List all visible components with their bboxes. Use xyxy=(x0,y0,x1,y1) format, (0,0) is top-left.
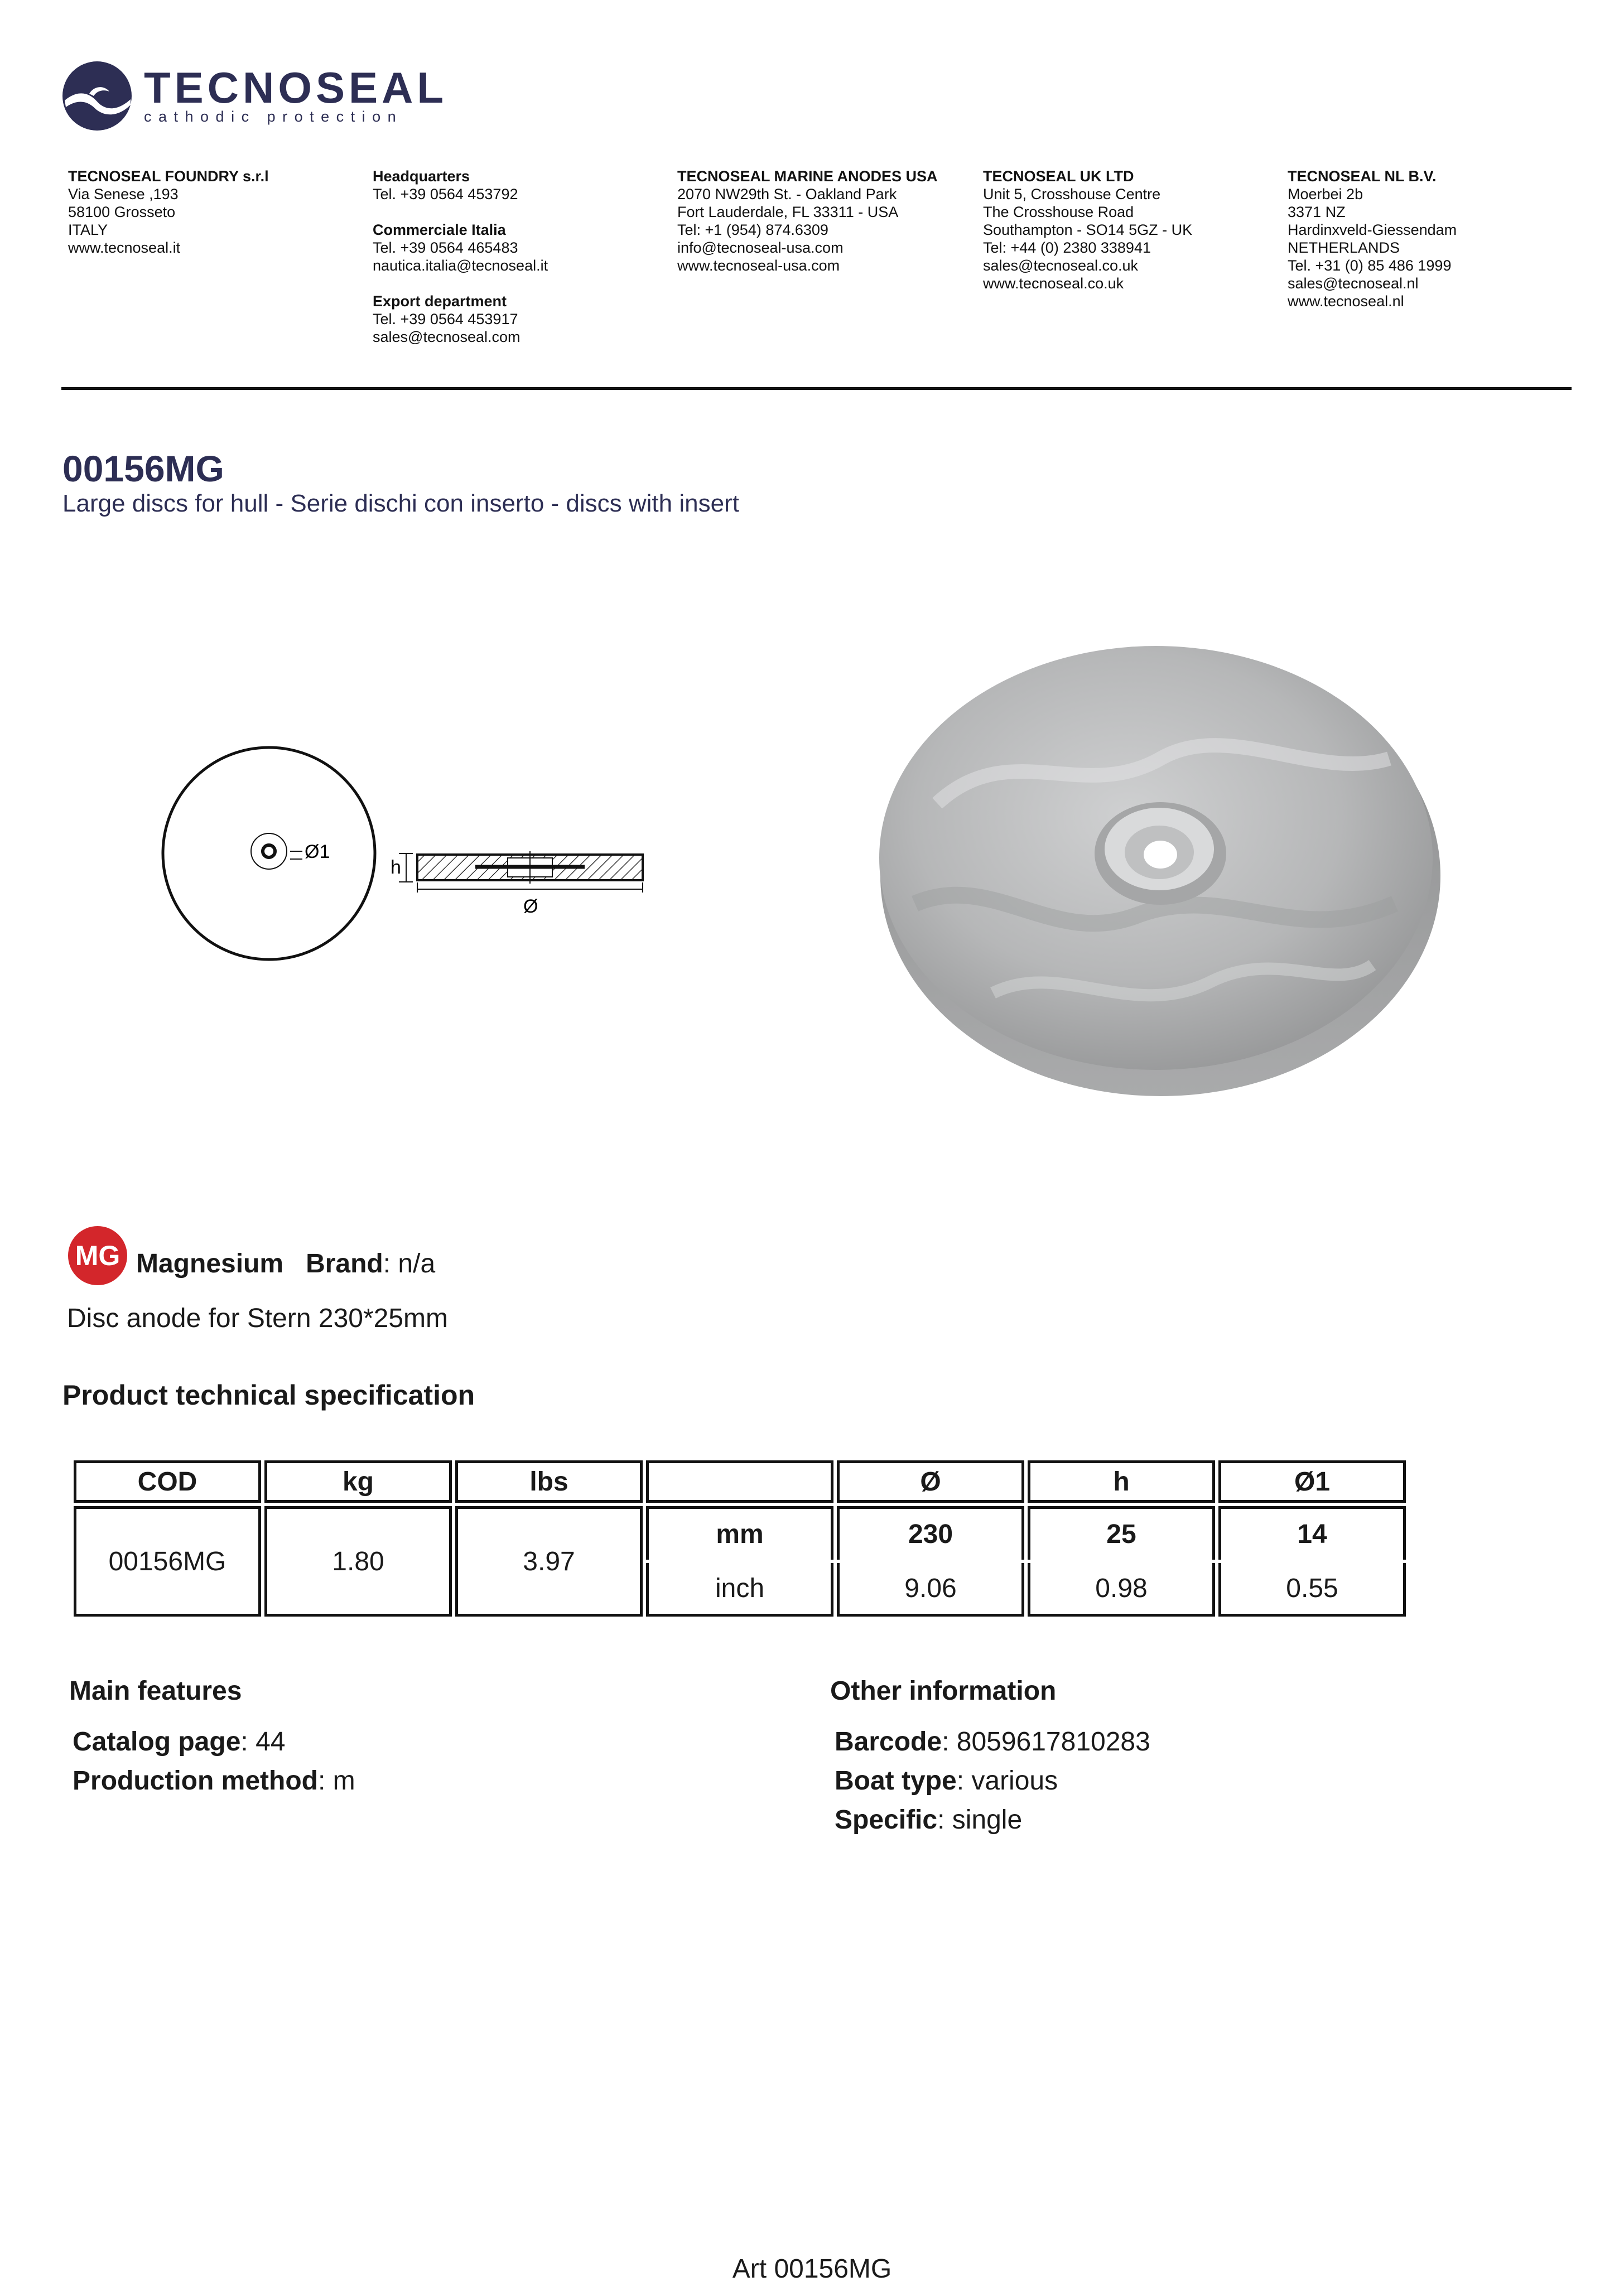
cell-unit-inch: inch xyxy=(646,1563,833,1617)
website-link[interactable]: www.tecnoseal.nl xyxy=(1288,293,1404,310)
address-nl xyxy=(1288,167,1457,310)
cell-height-mm: 25 xyxy=(1028,1506,1215,1560)
header-divider xyxy=(61,387,1572,390)
cell-diameter1-mm: 14 xyxy=(1218,1506,1406,1560)
header-unit xyxy=(646,1460,833,1503)
spec-header-row xyxy=(74,1460,1406,1503)
address-title: TECNOSEAL FOUNDRY s.r.l xyxy=(68,168,269,185)
header-lbs: lbs xyxy=(455,1460,643,1503)
barcode-line: Barcode: 8059617810283 xyxy=(835,1727,1150,1757)
cell-height-inch: 0.98 xyxy=(1028,1563,1215,1617)
phone-text: Tel: +44 (0) 2380 338941 xyxy=(983,239,1151,256)
cell-kg: 1.80 xyxy=(264,1506,452,1617)
address-usa xyxy=(677,167,938,274)
website-link[interactable]: www.tecnoseal-usa.com xyxy=(677,257,840,274)
phone-text: Tel: +1 (954) 874.6309 xyxy=(677,221,828,238)
cell-diameter1-inch: 0.55 xyxy=(1218,1563,1406,1617)
address-line: The Crosshouse Road xyxy=(983,204,1134,220)
dimension-d-label: Ø xyxy=(523,896,538,917)
brand-wordmark: TECNOSEAL xyxy=(144,63,448,112)
other-info-list xyxy=(835,1723,1150,1840)
header-cod: COD xyxy=(74,1460,261,1503)
spec-title: Product technical specification xyxy=(62,1379,475,1411)
product-subtitle: Large discs for hull - Serie dischi con inserto - discs with insert xyxy=(62,490,739,517)
footer-article: Art 00156MG xyxy=(732,2254,892,2284)
email-link[interactable]: sales@tecnoseal.co.uk xyxy=(983,257,1139,274)
website-link[interactable]: www.tecnoseal.co.uk xyxy=(983,275,1124,292)
tecnoseal-logo-icon xyxy=(61,60,133,132)
website-link[interactable]: www.tecnoseal.it xyxy=(68,239,181,256)
magnesium-badge-icon xyxy=(67,1225,128,1286)
address-line: Hardinxveld-Giessendam xyxy=(1288,221,1457,238)
address-subtitle: Export department xyxy=(373,293,507,310)
phone-text: Tel. +31 (0) 85 486 1999 xyxy=(1288,257,1452,274)
address-line: Southampton - SO14 5GZ - UK xyxy=(983,221,1193,238)
production-method-line: Production method: m xyxy=(73,1766,355,1796)
disc-top-view xyxy=(163,747,375,959)
product-photo xyxy=(870,636,1450,1104)
email-link[interactable]: sales@tecnoseal.com xyxy=(373,329,521,345)
main-features-title: Main features xyxy=(69,1676,242,1706)
cell-diameter-mm: 230 xyxy=(837,1506,1024,1560)
address-line: Via Senese ,193 xyxy=(68,186,179,202)
brand-label: Brand xyxy=(306,1249,383,1279)
spec-table xyxy=(70,1457,1409,1620)
dimension-d1-label: Ø1 xyxy=(305,841,330,862)
address-line: ITALY xyxy=(68,221,108,238)
address-subtitle: Commerciale Italia xyxy=(373,221,506,238)
address-title: TECNOSEAL UK LTD xyxy=(983,168,1134,185)
brand-value: : n/a xyxy=(383,1249,436,1279)
email-link[interactable]: nautica.italia@tecnoseal.it xyxy=(373,257,548,274)
dimension-h-label: h xyxy=(391,857,401,878)
address-line: 58100 Grosseto xyxy=(68,204,176,220)
other-info-title: Other information xyxy=(830,1676,1057,1706)
cell-cod: 00156MG xyxy=(74,1506,261,1617)
material-line xyxy=(136,1248,435,1279)
product-description: Disc anode for Stern 230*25mm xyxy=(67,1304,449,1333)
address-line: Fort Lauderdale, FL 33311 - USA xyxy=(677,204,899,220)
header-diameter1: Ø1 xyxy=(1218,1460,1406,1503)
address-title: TECNOSEAL NL B.V. xyxy=(1288,168,1437,185)
product-code: 00156MG xyxy=(62,448,224,489)
address-title: Headquarters xyxy=(373,168,470,185)
hole-outer xyxy=(251,833,287,869)
phone-text: Tel. +39 0564 453917 xyxy=(373,311,518,327)
address-uk xyxy=(983,167,1192,292)
address-headquarters xyxy=(373,167,548,346)
address-line: 2070 NW29th St. - Oakland Park xyxy=(677,186,897,202)
brand-tagline: cathodic protection xyxy=(144,108,403,125)
phone-text: Tel. +39 0564 453792 xyxy=(373,186,518,202)
email-link[interactable]: sales@tecnoseal.nl xyxy=(1288,275,1419,292)
cell-diameter-inch: 9.06 xyxy=(837,1563,1024,1617)
spec-row-mm xyxy=(74,1506,1406,1560)
header-height: h xyxy=(1028,1460,1215,1503)
main-features-list xyxy=(73,1723,355,1801)
cell-lbs: 3.97 xyxy=(455,1506,643,1617)
technical-drawing xyxy=(151,742,664,976)
address-title: TECNOSEAL MARINE ANODES USA xyxy=(677,168,938,185)
material-name: Magnesium xyxy=(136,1249,284,1279)
hole-inner xyxy=(263,845,275,857)
svg-text:MG: MG xyxy=(75,1240,121,1271)
specific-line: Specific: single xyxy=(835,1805,1023,1835)
cell-unit-mm: mm xyxy=(646,1506,833,1560)
address-line: Moerbei 2b xyxy=(1288,186,1363,202)
phone-text: Tel. +39 0564 465483 xyxy=(373,239,518,256)
address-foundry xyxy=(68,167,269,257)
header-diameter: Ø xyxy=(837,1460,1024,1503)
email-link[interactable]: info@tecnoseal-usa.com xyxy=(677,239,844,256)
address-line: 3371 NZ xyxy=(1288,204,1346,220)
boat-type-line: Boat type: various xyxy=(835,1766,1058,1796)
address-line: Unit 5, Crosshouse Centre xyxy=(983,186,1161,202)
header-kg: kg xyxy=(264,1460,452,1503)
address-line: NETHERLANDS xyxy=(1288,239,1400,256)
catalog-page-line: Catalog page: 44 xyxy=(73,1727,286,1757)
